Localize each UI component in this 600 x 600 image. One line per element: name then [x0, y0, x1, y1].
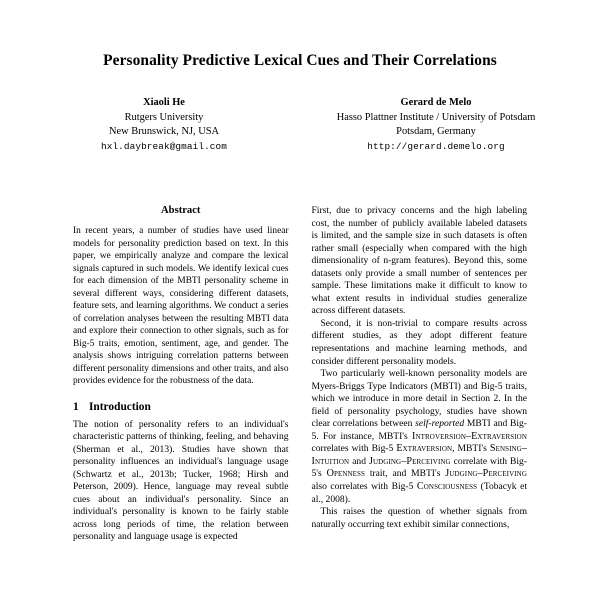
author-email[interactable]: hxl.daybreak@gmail.com [101, 140, 227, 152]
author-name: Gerard de Melo [400, 97, 472, 109]
page-title: Personality Predictive Lexical Cues and Their Correlations [103, 52, 497, 69]
models-text-part9: (Tobacyk et al., 2008). [311, 481, 528, 505]
section-title: Introduction [89, 400, 151, 413]
section-number: 1 [73, 400, 79, 413]
abstract-heading: Abstract [161, 205, 201, 216]
author-affiliation: Rutgers University [124, 112, 204, 124]
models-text-part1: Two particularly well-known personality models are Myers-Briggs Type Indicators (MBTI) and Big-5 traits, which we introduce in more detail in Section 2. In the field of personality psychology, studies have shown clear correlations between [311, 368, 527, 430]
author-block [0, 96, 600, 153]
author-name: Xiaoli He [143, 97, 185, 109]
term-introversion-extraversion: Introversion–Extraversion [412, 430, 527, 442]
right-paragraph-second: Second, it is non-trivial to compare results across different studies, as they adopt different feature representations and machine learning methods, and consider different personality models. [311, 317, 527, 367]
term-sensing-intuition: Sensing–Intuition [311, 443, 527, 467]
term-consciousness: Consciousness [416, 481, 478, 493]
models-text-part4: , MBTI's [452, 443, 490, 455]
section-heading-introduction [73, 401, 289, 413]
intro-paragraph-1: The notion of personality refers to an individual's characteristic patterns of thinking, feeling, and behaving (Sherman et al., 2013). Studies have shown that personality influences an individual's language usage (Schwartz et al., 2013b; Tucker, 1968; Hirsh and Peterson, 2009). Hence, language may reveal subtle cues about an individual's personality. Since an individual's personality is known to be fairly stable across long periods of time, the relation between personality and language usage is expected [73, 418, 289, 543]
term-openness: Openness [326, 468, 365, 480]
models-text-part6: correlate with Big-5's [311, 455, 527, 480]
models-text-part7: trait, and MBTI's [365, 468, 446, 480]
models-text-part2: MBTI and Big-5. For instance, MBTI's [311, 418, 527, 442]
body-columns [73, 205, 527, 544]
models-text-part5: and [349, 455, 369, 467]
left-column [73, 205, 289, 544]
title-block [0, 0, 600, 70]
right-column [312, 205, 528, 544]
author-affiliation: Hasso Plattner Institute / University of Potsdam [336, 112, 536, 124]
models-text-part8: also correlates with Big-5 [311, 481, 417, 493]
author-entry-2 [300, 96, 572, 153]
term-extraversion: Extraversion [396, 443, 453, 455]
right-paragraph-last: This raises the question of whether signals from naturally occurring text exhibit similar connections, [311, 506, 527, 530]
term-judging-perceiving-2: Judging–Perceiving [445, 468, 527, 480]
right-paragraph-models [312, 368, 528, 506]
author-location: New Brunswick, NJ, USA [109, 125, 219, 137]
author-homepage-url[interactable]: http://gerard.demelo.org [367, 140, 505, 152]
author-entry-1 [28, 96, 300, 153]
author-location: Potsdam, Germany [396, 125, 476, 137]
right-paragraph-first: First, due to privacy concerns and the high labeling cost, the number of publicly available labeled datasets is limited, and the sample size in such datasets is often rather small (especially when compared with the high dimensionality of n-gram features). Beyond this, some datasets only provide a small number of sentences per sample. These limitations make it difficult to know to what extent results in individual studies generalize across different datasets. [311, 205, 527, 317]
abstract-text: In recent years, a number of studies have used linear models for personality prediction based on text. In this paper, we empirically analyze and compare the lexical signals captured in such models. We identify lexical cues for each dimension of the MBTI personality scheme in several different ways, considering different datasets, feature sets, and learning algorithms. We conduct a series of correlation analyses between the resulting MBTI data and explore their connection to other signals, such as for Big-5 traits, emotion, sentiment, age, and gender. The analysis shows intriguing correlation patterns between different personality dimensions and other traits, and also provides evidence for the robustness of the data. [73, 226, 289, 386]
models-text-part3: correlates with Big-5 [311, 443, 397, 455]
term-judging-perceiving: Judging–Perceiving [368, 455, 451, 467]
self-reported-emphasis: self-reported [415, 418, 465, 430]
